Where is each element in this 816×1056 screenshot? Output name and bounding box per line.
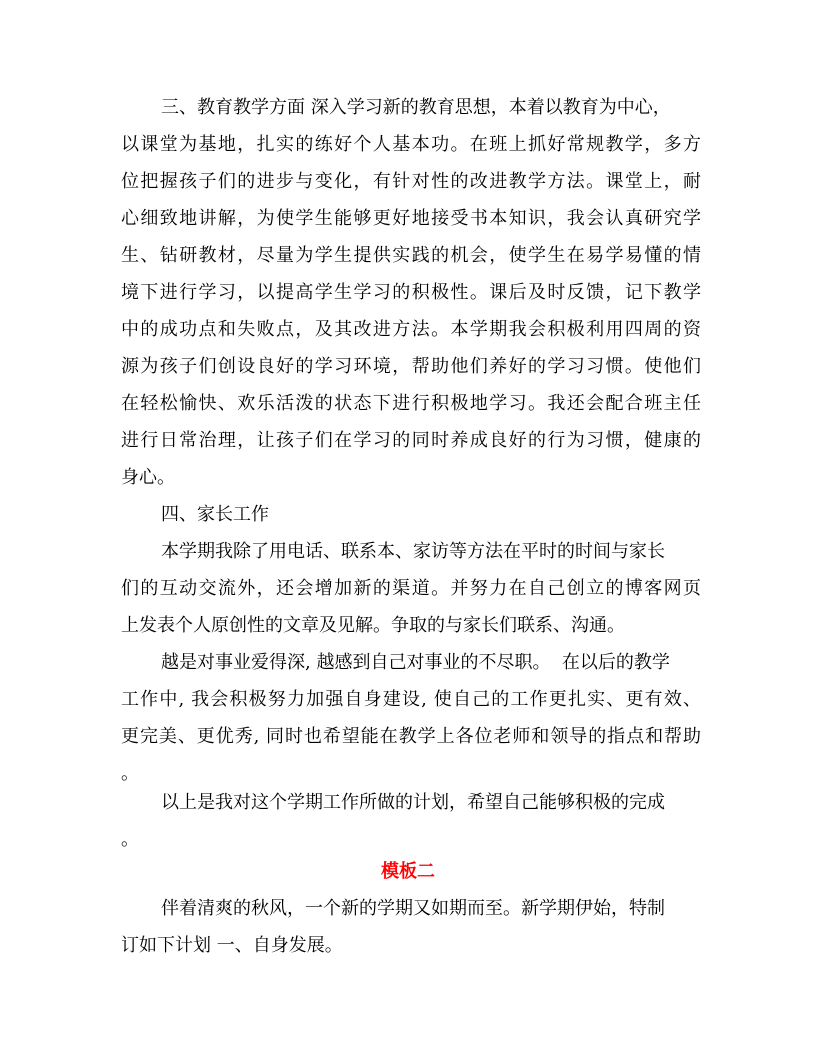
section3-line-2: 以课堂为基地，扎实的练好个人基本功。在班上抓好常规教学，多方 [121, 134, 701, 155]
section3-line-6: 境下进行学习，以提高学生学习的积极性。课后及时反馈，记下教学 [121, 282, 701, 303]
section3-line-4: 心细致地讲解，为使学生能够更好地接受书本知识，我会认真研究学 [121, 208, 701, 229]
template2-heading: 模板二 [381, 861, 435, 882]
section3-line-3: 位把握孩子们的进步与变化，有针对性的改进教学方法。课堂上，耐 [121, 171, 701, 192]
closing2-line-1: 以上是我对这个学期工作所做的计划，希望自己能够积极的完成 [161, 792, 665, 813]
section3-line-1: 三、教育教学方面 深入学习新的教育思想，本着以教育为中心， [161, 97, 671, 118]
template2-line-2: 订如下计划 一、自身发展。 [121, 935, 343, 956]
section3-line-9: 在轻松愉快、欢乐活泼的状态下进行积极地学习。我还会配合班主任 [121, 393, 701, 414]
section4-line-3: 上发表个人原创性的文章及见解。争取的与家长们联系、沟通。 [121, 615, 625, 636]
template2-line-1: 伴着清爽的秋风，一个新的学期又如期而至。新学期伊始，特制 [161, 898, 665, 919]
section3-line-10: 进行日常治理，让孩子们在学习的同时养成良好的行为习惯，健康的 [121, 430, 701, 451]
closing1-line-2: 工作中, 我会积极努力加强自身建设, 使自己的工作更扎实、更有效、 [121, 689, 701, 710]
section3-line-8: 源为孩子们创设良好的学习环境，帮助他们养好的学习习惯。使他们 [121, 356, 701, 377]
section4-line-1: 本学期我除了用电话、联系本、家访等方法在平时的时间与家长 [161, 541, 665, 562]
closing1-line-3: 更完美、更优秀, 同时也希望能在教学上各位老师和领导的指点和帮助 [121, 726, 701, 747]
section4-line-2: 们的互动交流外，还会增加新的渠道。并努力在自己创立的博客网页 [121, 578, 701, 599]
closing1-line-1: 越是对事业爱得深, 越感到自己对事业的不尽职。 在以后的教学 [161, 652, 670, 673]
closing1-line-4: 。 [121, 763, 139, 784]
closing2-line-2: 。 [121, 829, 139, 850]
section4-heading: 四、家长工作 [161, 504, 269, 525]
section3-line-5: 生、钻研教材，尽量为学生提供实践的机会，使学生在易学易懂的情 [121, 245, 701, 266]
section3-line-7: 中的成功点和失败点，及其改进方法。本学期我会积极利用四周的资 [121, 319, 701, 340]
section3-line-11: 身心。 [121, 467, 175, 488]
